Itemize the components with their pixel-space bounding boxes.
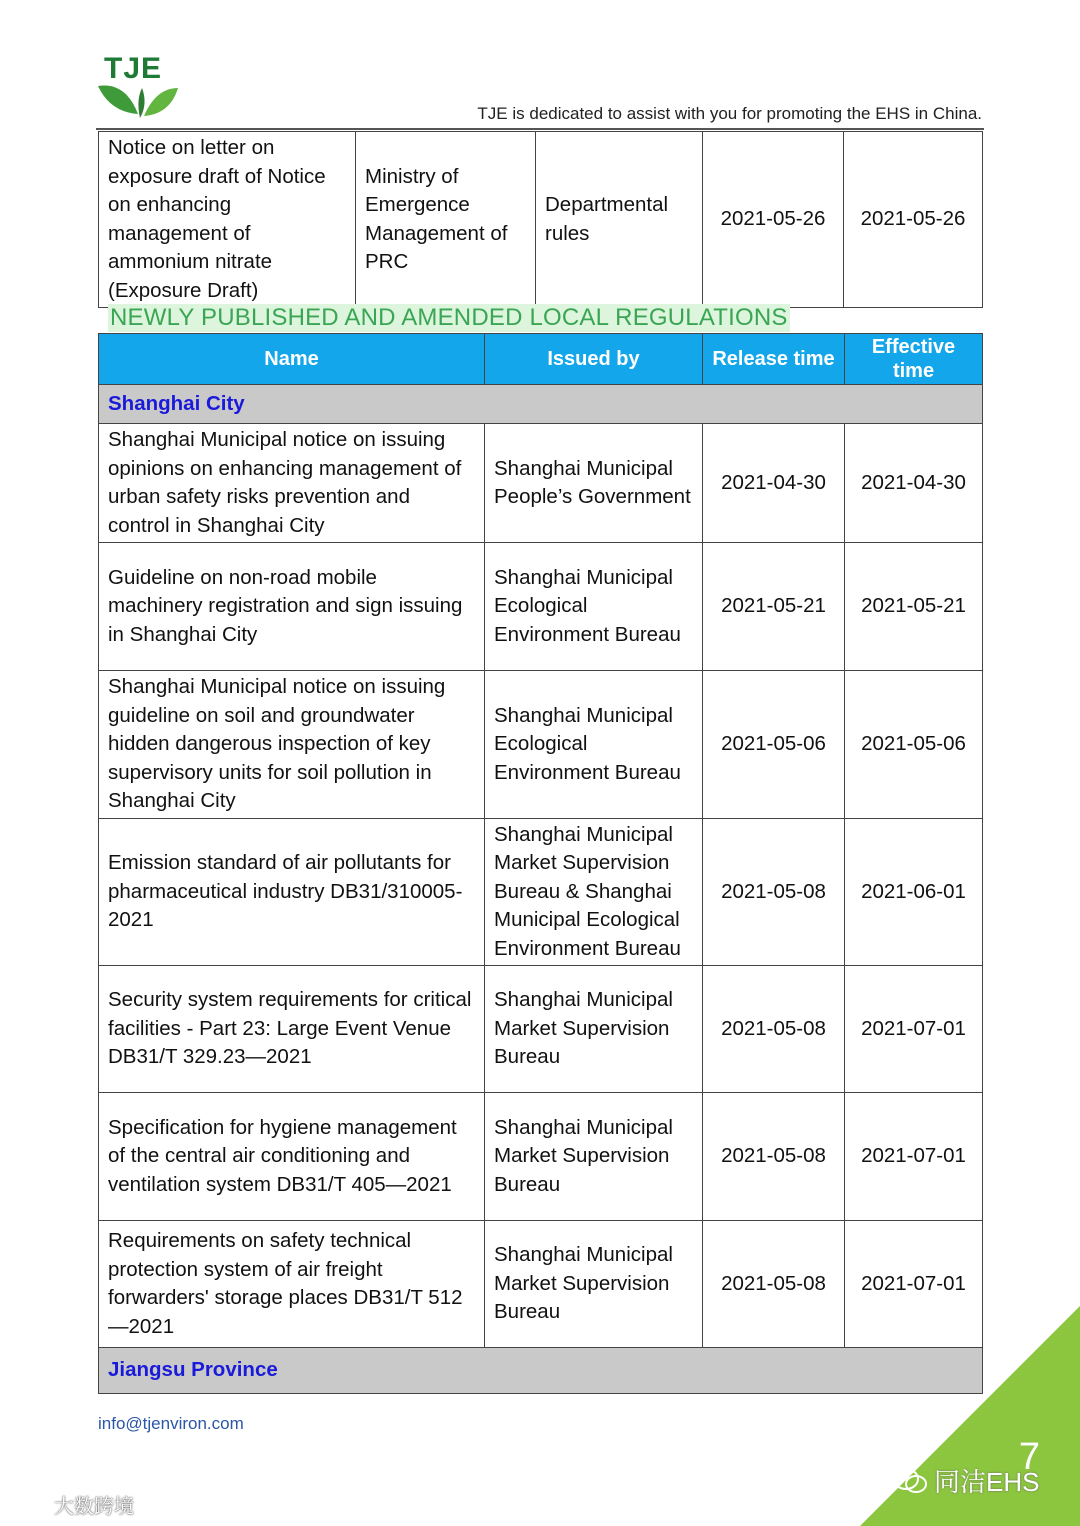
table-row	[99, 543, 983, 671]
wechat-account-name: 同洁EHS	[934, 1467, 1040, 1497]
effective-date: 2021-04-30	[845, 424, 983, 543]
table-row	[99, 818, 983, 966]
regulation-name: Shanghai Municipal notice on issuing guideline on soil and groundwater hidden dangerous inspection of key supervisory units for soil pollution in Shanghai City	[99, 671, 485, 819]
page-number: 7	[1018, 1436, 1040, 1478]
release-date: 2021-04-30	[703, 424, 845, 543]
regulation-name: Emission standard of air pollutants for pharmaceutical industry DB31/310005-2021	[99, 818, 485, 966]
previous-table-continuation	[98, 131, 983, 308]
section-title: NEWLY PUBLISHED AND AMENDED LOCAL REGULATIONS	[110, 304, 788, 331]
regulation-name: Notice on letter on exposure draft of Notice on enhancing management of ammonium nitrate (Exposure Draft)	[99, 132, 356, 308]
effective-date: 2021-07-01	[845, 966, 983, 1093]
watermark-text: 大数跨境	[54, 1496, 134, 1518]
header-divider	[96, 128, 984, 130]
issuing-authority: Shanghai Municipal People’s Government	[485, 424, 703, 543]
effective-date: 2021-07-01	[845, 1221, 983, 1348]
table-row	[99, 424, 983, 543]
group-row-jiangsu	[99, 1348, 983, 1394]
tje-logo	[96, 52, 186, 124]
release-date: 2021-05-21	[703, 543, 845, 671]
group-label: Shanghai City	[99, 385, 983, 424]
release-date: 2021-05-06	[703, 671, 845, 819]
issuing-authority: Ministry of Emergence Management of PRC	[356, 132, 536, 308]
issuing-authority: Shanghai Municipal Market Supervision Bureau & Shanghai Municipal Ecological Environment Bureau	[485, 818, 703, 966]
table-row	[99, 966, 983, 1093]
effective-date: 2021-05-06	[845, 671, 983, 819]
leaf-logo-icon	[96, 52, 186, 124]
issuing-authority: Shanghai Municipal Market Supervision Bureau	[485, 1093, 703, 1221]
logo-text: TJE	[104, 52, 163, 85]
column-header-effective-time: Effective time	[845, 334, 983, 385]
wechat-icon	[892, 1467, 928, 1495]
table-row	[99, 132, 983, 308]
release-date: 2021-05-26	[703, 132, 844, 308]
issuing-authority: Shanghai Municipal Market Supervision Bureau	[485, 966, 703, 1093]
table-header-row	[99, 334, 983, 385]
local-regulations-table	[98, 333, 983, 1394]
column-header-issued-by: Issued by	[485, 334, 703, 385]
tagline: TJE is dedicated to assist with you for promoting the EHS in China.	[477, 104, 982, 123]
regulation-category: Departmental rules	[536, 132, 703, 308]
table-row	[99, 671, 983, 819]
regulation-name: Specification for hygiene management of the central air conditioning and ventilation system DB31/T 405—2021	[99, 1093, 485, 1221]
column-header-release-time: Release time	[703, 334, 845, 385]
release-date: 2021-05-08	[703, 1221, 845, 1348]
column-header-name: Name	[99, 334, 485, 385]
effective-date: 2021-05-26	[844, 132, 983, 308]
table-row	[99, 1221, 983, 1348]
release-date: 2021-05-08	[703, 1093, 845, 1221]
wechat-watermark	[892, 1462, 1039, 1499]
regulation-name: Guideline on non-road mobile machinery registration and sign issuing in Shanghai City	[99, 543, 485, 671]
effective-date: 2021-06-01	[845, 818, 983, 966]
footer-email[interactable]: info@tjenviron.com	[98, 1414, 244, 1433]
group-row-shanghai	[99, 385, 983, 424]
cloud-logo-icon	[10, 1493, 50, 1517]
release-date: 2021-05-08	[703, 966, 845, 1093]
release-date: 2021-05-08	[703, 818, 845, 966]
effective-date: 2021-07-01	[845, 1093, 983, 1221]
regulation-name: Shanghai Municipal notice on issuing opinions on enhancing management of urban safety risks prevention and control in Shanghai City	[99, 424, 485, 543]
issuing-authority: Shanghai Municipal Market Supervision Bureau	[485, 1221, 703, 1348]
site-watermark	[10, 1490, 134, 1519]
issuing-authority: Shanghai Municipal Ecological Environment Bureau	[485, 671, 703, 819]
issuing-authority: Shanghai Municipal Ecological Environment Bureau	[485, 543, 703, 671]
group-label: Jiangsu Province	[99, 1348, 983, 1394]
effective-date: 2021-05-21	[845, 543, 983, 671]
table-row	[99, 1093, 983, 1221]
regulation-name: Requirements on safety technical protection system of air freight forwarders' storage places DB31/T 512—2021	[99, 1221, 485, 1348]
regulation-name: Security system requirements for critical facilities - Part 23: Large Event Venue DB31/T 329.23—2021	[99, 966, 485, 1093]
